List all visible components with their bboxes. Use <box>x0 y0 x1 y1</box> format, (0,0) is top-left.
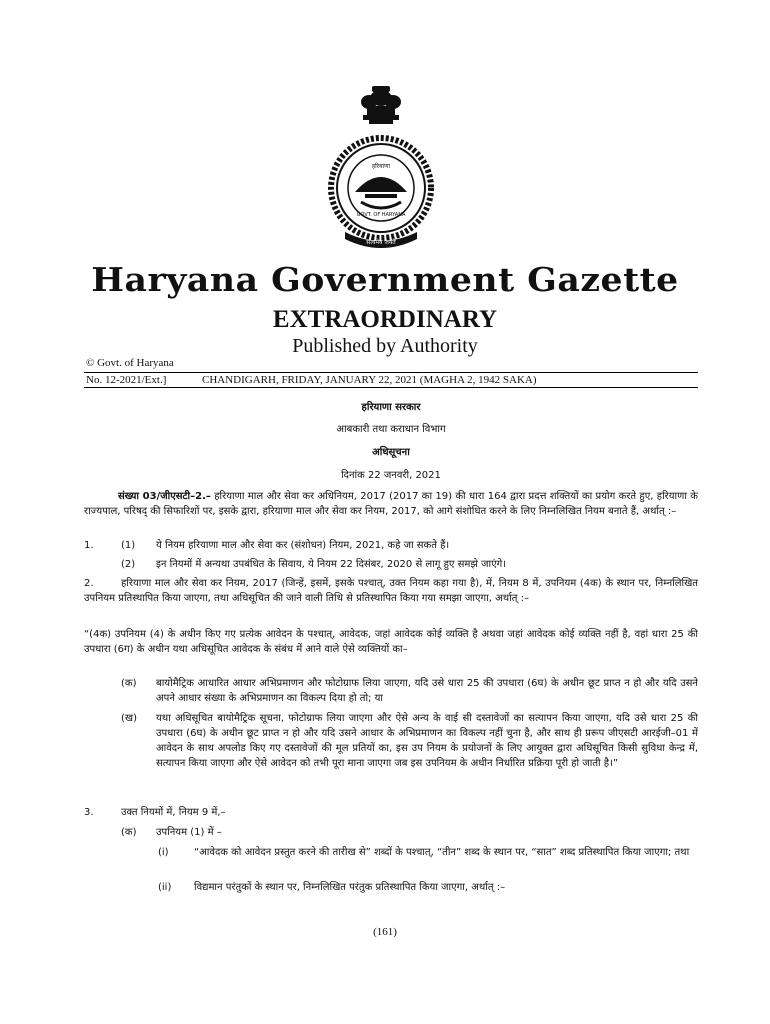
gazette-title: Haryana Government Gazette <box>91 260 679 299</box>
rule-3-i-text: “आवेदक को आवेदन प्रस्तुत करने की तारीख से” शब्दों के पश्चात्, “तीन” शब्द के स्थान पर, “सात” शब्द प्रतिस्थापित किया जाएगा; तथा <box>194 847 690 858</box>
rule-2-kha-number: (ख) <box>121 713 137 724</box>
government-name: हरियाणा सरकार <box>361 402 421 413</box>
state-emblem <box>325 82 437 252</box>
rule-2-text: हरियाणा माल और सेवा कर नियम, 2017 (जिन्हें, इसमें, इसके पश्चात्, उक्त नियम कहा गया है), में, नियम 8 में, उपनियम (4क) के स्थान पर, निम्नलिखित उपनियम प्रतिस्थापित किया जाएगा, तथा अधिसूचित की जाने वाली तिथि से प्रतिस्थापित किया गया समझा जाएगा, अर्थात् :– <box>84 578 698 604</box>
rule-3-ka-number: (क) <box>121 827 137 838</box>
rule-3-number: 3. <box>84 807 94 818</box>
page-number: (161) <box>373 926 397 938</box>
rule-1-1-text: ये नियम हरियाणा माल और सेवा कर (संशोधन) नियम, 2021, कहे जा सकते हैं। <box>156 540 450 551</box>
rule-3-i-number: (i) <box>158 847 169 858</box>
department-name: आबकारी तथा कराधान विभाग <box>336 424 446 435</box>
notice-date: दिनांक 22 जनवरी, 2021 <box>341 470 441 481</box>
masthead-rule-bottom <box>84 387 698 388</box>
state-emblem-graphic <box>325 82 437 252</box>
svg-text:GOVT. OF HARYANA: GOVT. OF HARYANA <box>356 212 406 218</box>
rule-1-2-number: (2) <box>121 559 136 570</box>
issue-number: No. 12-2021/Ext.] <box>86 374 167 386</box>
svg-text:सत्यमेव जयते: सत्यमेव जयते <box>366 239 396 246</box>
rule-1-number: 1. <box>84 540 94 551</box>
rule-2-number: 2. <box>84 578 94 589</box>
intro-text: हरियाणा माल और सेवा कर अधिनियम, 2017 (2017 का 19) की धारा 164 द्वारा प्रदत्त शक्तियों का प्रयोग करते हुए, हरियाणा के राज्यपाल, परिषद् की सिफारिशों पर, इसके द्वारा, हरियाणा माल और सेवा कर नियम, 2017, को आगे संशोधित करने के लिए निम्नलिखित नियम बनाते हैं, अर्थात् :– <box>84 491 698 517</box>
rule-2-kha-text: यथा अधिसूचित बायोमैट्रिक सूचना, फोटोग्राफ लिया जाएगा और ऐसे अन्य के वाई सी दस्तावेजों का सत्यापन किया जाएगा, यदि उसे धारा 25 की उपधारा (6घ) के अधीन छूट प्राप्त न हो और यदि उसने आधार के अभिप्रमाणन का विकल्प नहीं चुना है, और साथ ही प्ररूप जीएसटी आरईजी–01 में आवेदन के साथ अपलोड किए गए दस्तावेजों की मूल प्रतियों का, इस उप नियम के प्रयोजनों के लिए आयुक्त द्वारा अधिसूचित किसी सुविधा केन्द्र में, सत्यापन किया जाएगा और ऐसे आवेदन को तभी पूरा माना जाएगा जब इस उपनियम के अधीन निर्धारित प्रक्रिया पूरी हो जाती है।” <box>156 713 698 769</box>
masthead-rule-top <box>84 372 698 373</box>
rule-1-1-number: (1) <box>121 540 136 551</box>
rule-3-ii-text: विद्यमान परंतुकों के स्थान पर, निम्नलिखित परंतुक प्रतिस्थापित किया जाएगा, अर्थात् :– <box>194 882 506 893</box>
notice-heading: अधिसूचना <box>372 447 410 458</box>
intro-paragraph <box>84 489 698 519</box>
rule-2-ka-number: (क) <box>121 678 137 689</box>
rule-2-quote: “(4क) उपनियम (4) के अधीन किए गए प्रत्येक आवेदन के पश्चात्, आवेदक, जहां आवेदक कोई व्यक्ति है अथवा जहां आवेदक कोई व्यक्ति नहीं है, वहां धारा 25 की उपधारा (6ग) के अधीन यथा अधिसूचित आवेदक के संबंध में आने वाले ऐसे व्यक्तियों का– <box>84 629 698 655</box>
published-by: Published by Authority <box>292 335 478 357</box>
notification-number: संख्या 03/जीएसटी–2.– <box>118 491 211 502</box>
rule-3-ii-number: (ii) <box>158 882 172 893</box>
rule-3-ka-text: उपनियम (1) में – <box>156 827 222 838</box>
rule-1-2-text: इन नियमों में अन्यथा उपबंधित के सिवाय, ये नियम 22 दिसंबर, 2020 से लागू हुए समझे जाएंगे। <box>156 559 507 570</box>
edition-label: EXTRAORDINARY <box>272 306 498 333</box>
copyright-line: © Govt. of Haryana <box>86 357 174 369</box>
rule-3-text: उक्त नियमों में, नियम 9 में,– <box>121 807 226 818</box>
dateline: CHANDIGARH, FRIDAY, JANUARY 22, 2021 (MAGHA 2, 1942 SAKA) <box>202 374 537 386</box>
rule-2-ka-text: बायोमैट्रिक आधारित आधार अभिप्रमाणन और फोटोग्राफ लिया जाएगा, यदि उसे धारा 25 की उपधारा (6घ) के अधीन छूट प्राप्त न हो और यदि उसने अपने आधार संख्या के अभिप्रमाणन का विकल्प दिया हो तो; या <box>156 678 698 704</box>
svg-text:हरियाणा: हरियाणा <box>371 163 391 170</box>
